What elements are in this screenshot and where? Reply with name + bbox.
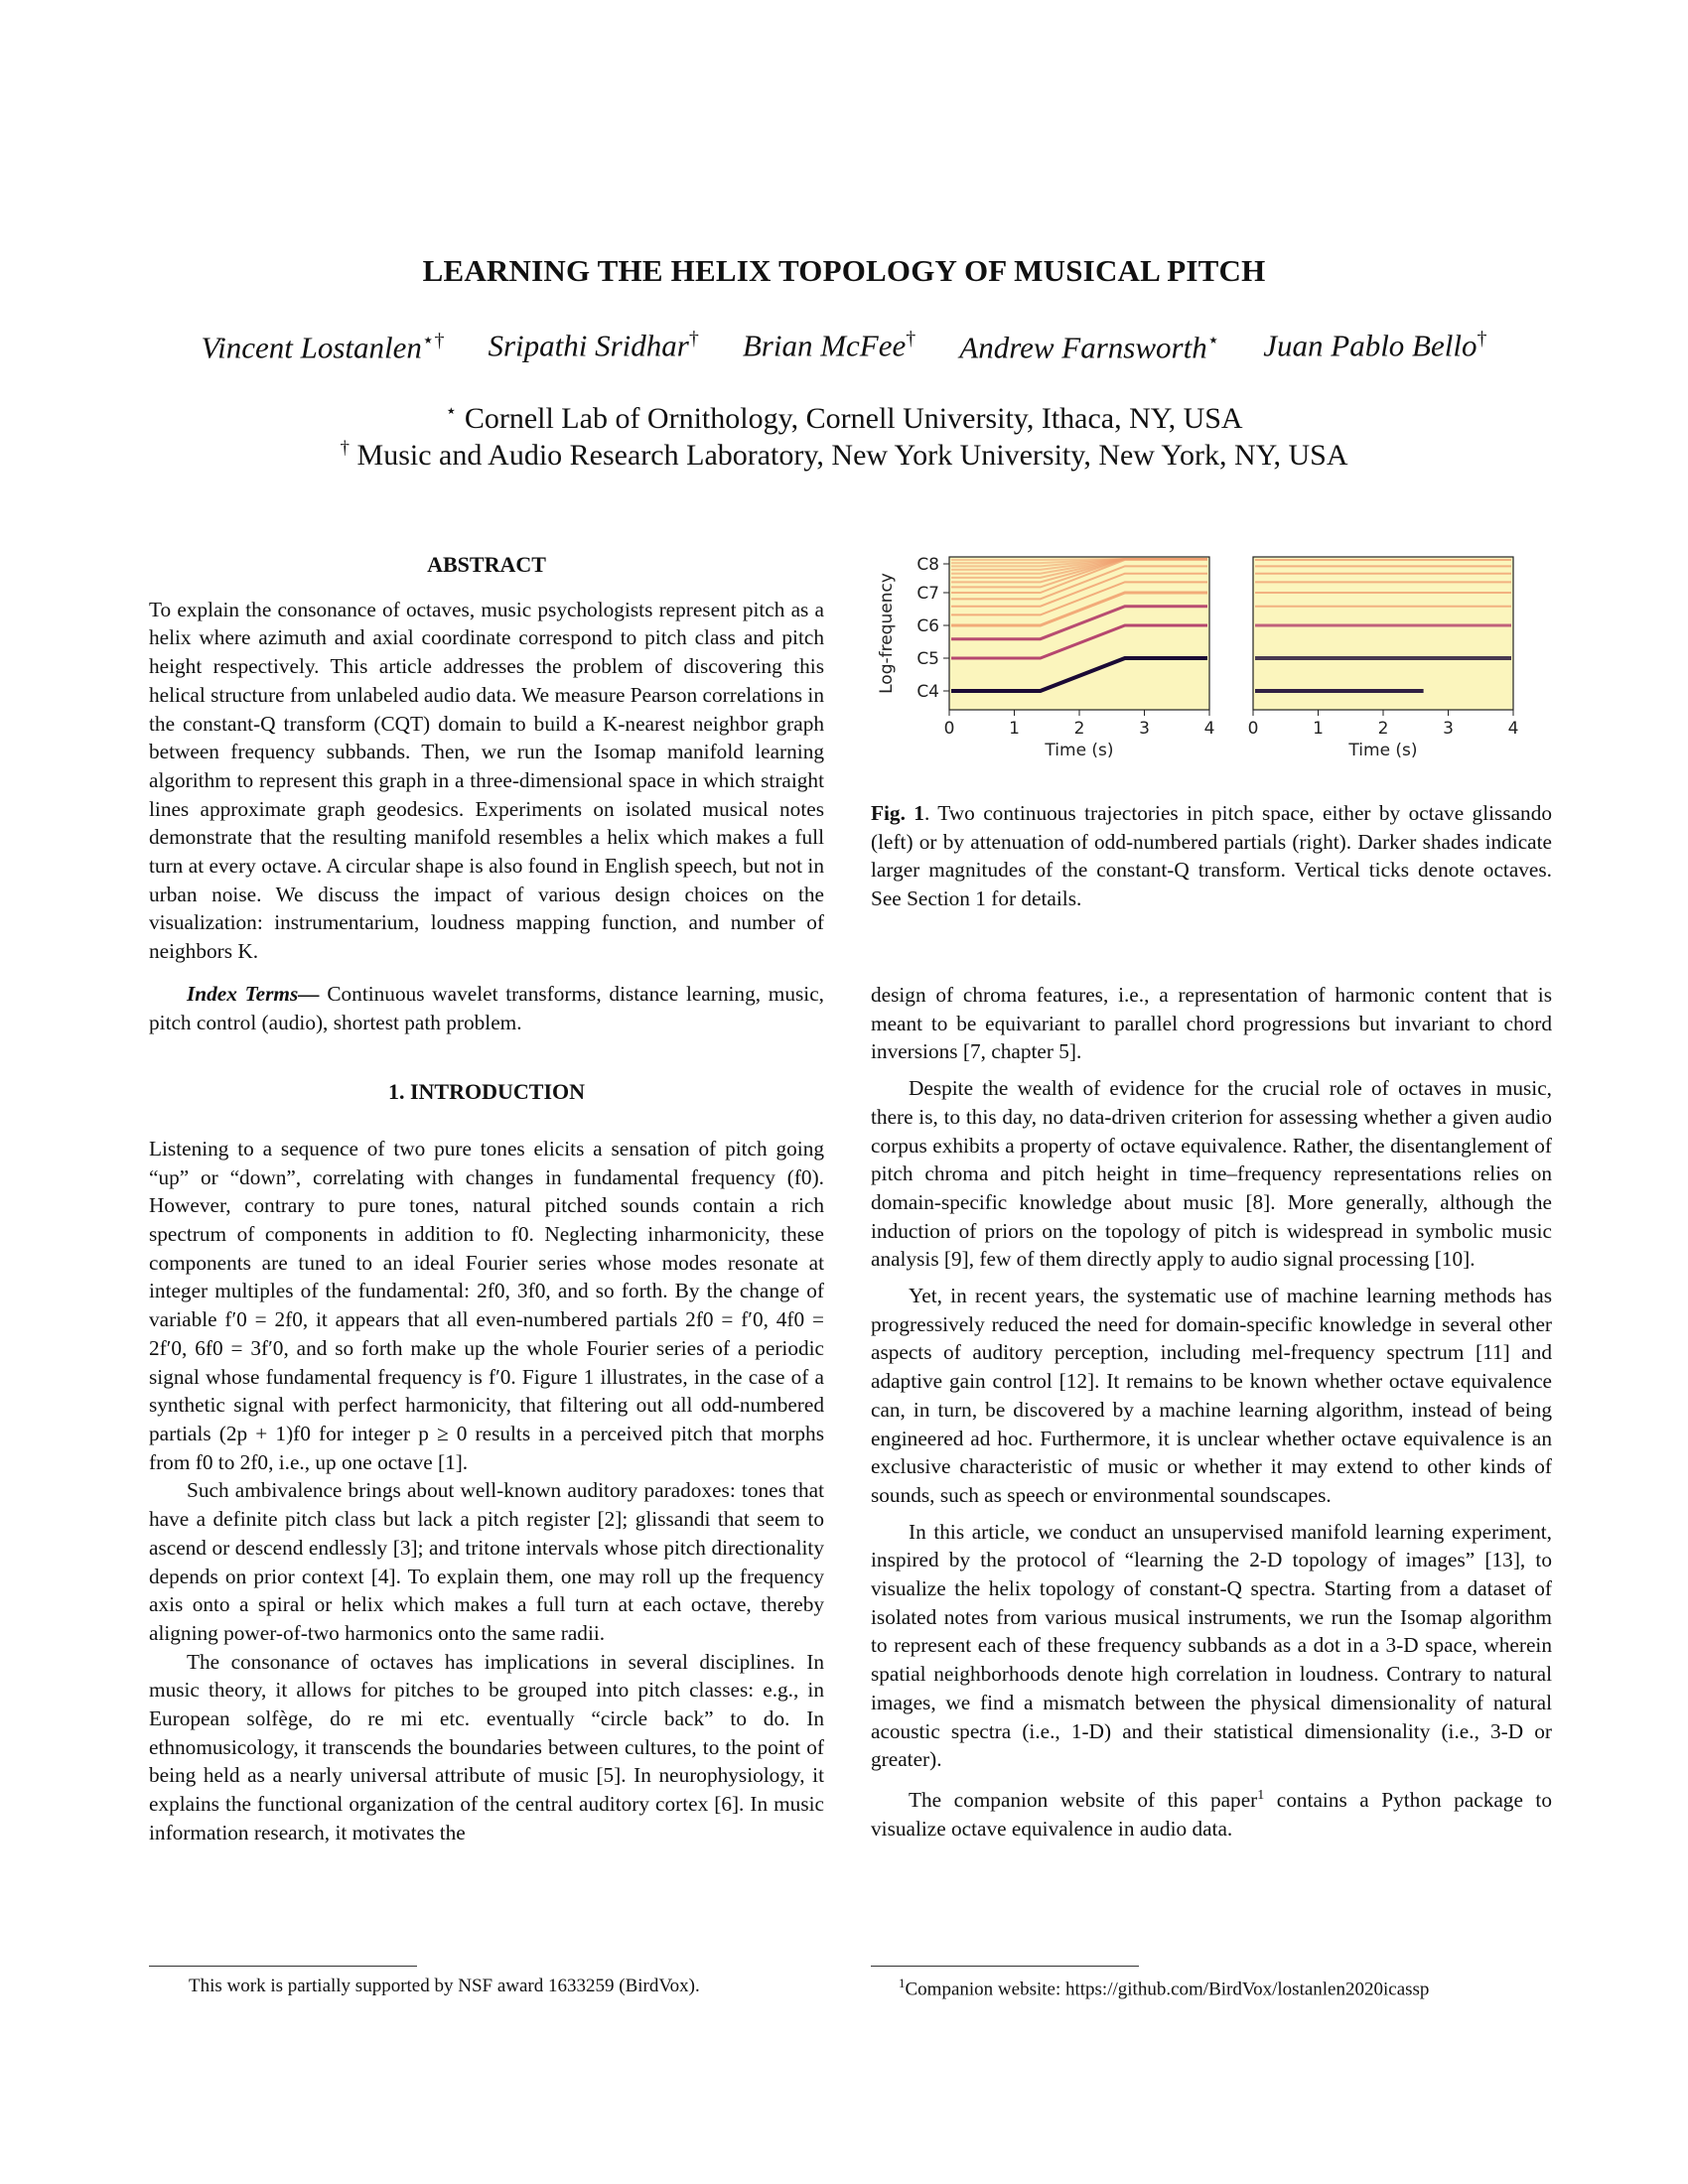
right-panel bbox=[1253, 557, 1513, 710]
y-tick-label: C6 bbox=[916, 616, 939, 636]
y-tick-label: C5 bbox=[916, 649, 939, 669]
x-tick-label: 0 bbox=[1247, 719, 1259, 739]
author: Juan Pablo Bello† bbox=[1263, 328, 1487, 363]
author: Vincent Lostanlen⋆† bbox=[201, 330, 445, 365]
footnote-rule bbox=[149, 1966, 417, 1967]
paper-title: LEARNING THE HELIX TOPOLOGY OF MUSICAL PITCH bbox=[422, 253, 1266, 288]
body-paragraph: Yet, in recent years, the systematic use of machine learning methods has progressively reduced the need for domain-specific knowledge in several other aspects of auditory perception, including mel-frequency spectrum [11] and adaptive gain control [12]. It remains to be known whether octave equivalence can, in turn, be discovered by a machine learning algorithm, instead of being engineered ad hoc. Furthermore, it is unclear whether octave equivalence is an exclusive characteristic of music or whether it may extend to other kinds of sounds, such as speech or environmental soundscapes. bbox=[871, 1284, 1552, 1507]
index-terms: Index Terms— Continuous wavelet transforms, distance learning, music, pitch control (audio), shortest path problem. bbox=[149, 981, 824, 1034]
affiliation: ⋆ Cornell Lab of Ornithology, Cornell University, Ithaca, NY, USA bbox=[445, 401, 1243, 435]
body-paragraph: Despite the wealth of evidence for the crucial role of octaves in music, there is, to this day, no data-driven criterion for assessing whether a given audio corpus exhibits a property of octave equivalence. Rather, the disentanglement of pitch chroma and pitch height in time–frequency representations relies on domain-specific knowledge about music [8]. More generally, although the induction of priors on the topology of pitch is widespread in symbolic music analysis [9], few of them directly apply to audio signal processing [10]. bbox=[871, 1076, 1552, 1272]
footnote-left: This work is partially supported by NSF award 1633259 (BirdVox). bbox=[189, 1976, 700, 1996]
x-axis-label: Time (s) bbox=[1348, 741, 1418, 760]
x-tick-label: 3 bbox=[1443, 719, 1454, 739]
x-tick-label: 2 bbox=[1073, 719, 1085, 739]
author: Andrew Farnsworth⋆ bbox=[959, 330, 1220, 365]
x-tick-label: 1 bbox=[1009, 719, 1020, 739]
spectrogram-figure bbox=[874, 551, 1559, 779]
intro-paragraph: The consonance of octaves has implications in several disciplines. In music theory, it allows for pitches to be grouped into pitch classes: e.g., in European solfège, do re mi etc. eventually “circle back” to do. In ethnomusicology, it transcends the boundaries between cultures, to the point of being held as a nearly universal attribute of music [5]. In neurophysiology, it explains the functional organization of the central auditory cortex [6]. In music information research, it motivates the bbox=[149, 1649, 824, 1844]
y-ticks bbox=[916, 555, 949, 702]
intro-paragraph: Such ambivalence brings about well-known auditory paradoxes: tones that have a definite pitch class but lack a pitch register [2]; glissandi that seem to ascend or descend endlessly [3]; and tritone intervals whose pitch directionality depends on prior context [4]. To explain them, one may roll up the frequency axis onto a spiral or helix which makes a full turn at each octave, thereby aligning power-of-two harmonics onto the same radii. bbox=[149, 1478, 824, 1645]
author: Sripathi Sridhar† bbox=[488, 328, 699, 363]
intro-paragraph: Listening to a sequence of two pure tones elicits a sensation of pitch going “up” or “down”, correlating with changes in fundamental frequency (f0). However, contrary to pure tones, natural pitched sounds contain a rich spectrum of components in addition to f0. Neglecting inharmonicity, these components are tuned to an ideal Fourier series whose modes resonate at integer multiples of the fundamental: 2f0, 3f0, and so forth. By the change of variable f′0 = 2f0, it appears that all even-numbered partials 2f0 = f′0, 4f0 = 2f′0, 6f0 = 3f′0, and so forth make up the whole Fourier series of a periodic signal whose fundamental frequency is f′0. Figure 1 illustrates, in the case of a synthetic signal with perfect harmonicity, that filtering out all odd-numbered partials (2p + 1)f0 for integer p ≥ 0 results in a perceived pitch that morphs from f0 to 2f0, i.e., up one octave [1]. bbox=[149, 1136, 824, 1474]
y-axis-label: Log-frequency bbox=[877, 573, 897, 694]
body-paragraph: In this article, we conduct an unsupervised manifold learning experiment, inspired by the protocol of “learning the 2-D topology of images” [13], to visualize the helix topology of constant-Q spectra. Starting from a dataset of isolated notes from various musical instruments, we run the Isomap algorithm to represent each of these frequency subbands as a dot in a 3-D space, wherein spatial neighborhoods denote high correlation in loudness. Contrary to natural images, we find a mismatch between the physical dimensionality of natural acoustic spectra (i.e., 1-D) and their statistical dimensionality (i.e., 3-D or greater). bbox=[871, 1519, 1552, 1772]
x-tick-label: 4 bbox=[1203, 719, 1215, 739]
x-tick-label: 3 bbox=[1139, 719, 1150, 739]
y-tick-label: C8 bbox=[916, 555, 939, 575]
body-paragraph: design of chroma features, i.e., a representation of harmonic content that is meant to be equivariant to parallel chord progressions but invariant to chord inversions [7, chapter 5]. bbox=[871, 983, 1552, 1064]
figure-caption: Fig. 1. Two continuous trajectories in pitch space, either by octave glissando (left) or by attenuation of odd-numbered partials (right). Darker shades indicate larger magnitudes of the constant-Q transform. Vertical ticks denote octaves. See Section 1 for details. bbox=[871, 801, 1553, 911]
x-ticks-right bbox=[1248, 710, 1519, 760]
author-list bbox=[99, 328, 1589, 365]
x-tick-label: 0 bbox=[943, 719, 955, 739]
x-tick-label: 4 bbox=[1507, 719, 1519, 739]
footnote-rule bbox=[871, 1966, 1139, 1967]
abstract-heading: ABSTRACT bbox=[427, 552, 546, 577]
x-tick-label: 1 bbox=[1313, 719, 1324, 739]
x-ticks-left bbox=[944, 710, 1215, 760]
left-panel bbox=[949, 557, 1209, 710]
intro-heading: 1. INTRODUCTION bbox=[387, 1079, 586, 1105]
affiliation: † Music and Audio Research Laboratory, New York University, New York, NY, USA bbox=[340, 438, 1348, 472]
y-tick-label: C7 bbox=[916, 584, 939, 604]
left-column bbox=[149, 551, 824, 1847]
figure-1 bbox=[874, 551, 1559, 779]
footnote-right: $^1$Companion website: https://github.com/BirdVox/lostanlen2020icassp bbox=[899, 1976, 1430, 2000]
abstract-text: To explain the consonance of octaves, music psychologists represent pitch as a helix where azimuth and axial coordinate correspond to pitch class and pitch height respectively. This article addresses the problem of discovering this helical structure from unlabeled audio data. We measure Pearson correlations in the constant-Q transform (CQT) domain to build a K-nearest neighbor graph between frequency subbands. Then, we run the Isomap manifold learning algorithm to represent this graph in a three-dimensional space in which straight lines approximate graph geodesics. Experiments on isolated musical notes demonstrate that the resulting manifold resembles a helix which makes a full turn at every octave. A circular shape is also found in English speech, but not in urban noise. We discuss the impact of various design choices on the visualization: instrumentarium, loudness mapping function, and number of neighbors K. bbox=[149, 597, 824, 964]
y-tick-label: C4 bbox=[916, 682, 939, 702]
x-axis-label: Time (s) bbox=[1045, 741, 1114, 760]
x-tick-label: 2 bbox=[1377, 719, 1389, 739]
right-column bbox=[871, 981, 1552, 1843]
author: Brian McFee† bbox=[742, 328, 916, 363]
harmonic-band bbox=[951, 559, 1207, 560]
body-paragraph: The companion website of this paper$^1$ contains a Python package to visualize octave equivalence in audio data. bbox=[871, 1787, 1552, 1841]
